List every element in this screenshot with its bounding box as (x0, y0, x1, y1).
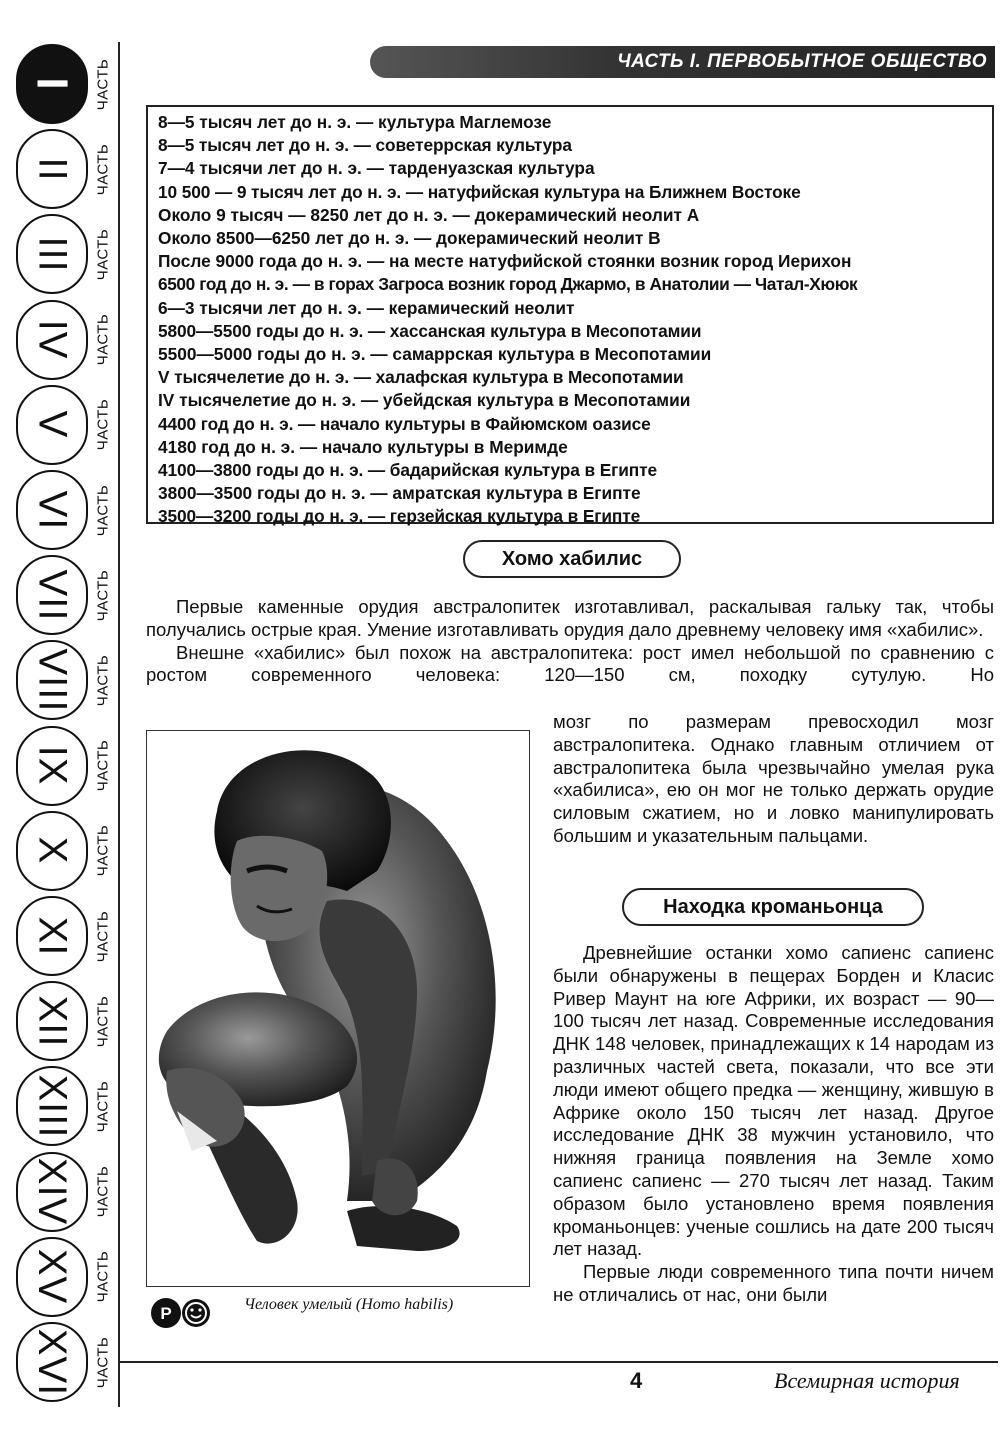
timeline-entry: 10 500 — 9 тысяч лет до н. э. — натуфийская культура на Ближнем Востоке (158, 181, 801, 202)
part-index-sidebar (10, 42, 118, 1407)
part-tab-number: XV (30, 1249, 75, 1305)
part-tab-i (10, 42, 116, 126)
section2-text (553, 942, 994, 1307)
homo-habilis-drawing (147, 731, 530, 1287)
figure-caption: Человек умелый (Homo habilis) (244, 1296, 454, 1313)
part-tab-ix (10, 724, 116, 808)
timeline-entry: 7—4 тысячи лет до н. э. — тарденуазская культура (158, 158, 595, 179)
part-tab-label: ЧАСТЬ (94, 1251, 112, 1303)
timeline-entry: 4400 год до н. э. — начало культуры в Файюмском оазисе (158, 413, 651, 434)
timeline-entry: 5500—5000 годы до н. э. — самаррская культура в Месопотамии (158, 344, 712, 365)
timeline-entry: После 9000 года до н. э. — на месте натуфийской стоянки возник город Иерихон (158, 251, 852, 272)
timeline-entry: 3500—3200 годы до н. э. — герзейская культура в Египте (158, 506, 641, 527)
part-tab-label: ЧАСТЬ (94, 228, 112, 281)
part-tab-number: VIII (30, 648, 75, 713)
timeline-entry: 3800—3500 годы до н. э. — амратская культура в Египте (158, 483, 641, 504)
section-heading-cromagnon: Находка кроманьонца (622, 888, 924, 926)
section2-paragraph: Древнейшие останки хомо сапиенс сапиенс были обнаружены в пещерах Борден и Класис Ривер Маунт на юге Африки, их возраст — 90—100 тысяч лет назад. Современные исследования ДНК 148 человек, принадлежащих к 14 народам из различных частей света, показали, что все эти люди имеют общего предка — женщину, жившую в Африке около 150 тысяч лет назад. Другое исследование ДНК 38 мужчин установило, что нижняя граница появления на Земле хомо сапиенс сапиенс — 270 тысяч лет назад. Таким образом было установлено время появления кроманьонцев: ученые сошлись на дате 200 тысяч лет назад. (553, 942, 994, 1260)
part-tab-label: ЧАСТЬ (94, 995, 112, 1047)
part-tab-label: ЧАСТЬ (94, 313, 112, 366)
timeline-entry: 8—5 тысяч лет до н. э. — культура Маглемозе (158, 112, 552, 132)
footer-title: Всемирная история (774, 1368, 960, 1393)
sidebar-divider (118, 42, 120, 1407)
part-tab-number: VI (30, 490, 75, 530)
part-tab-label: ЧАСТЬ (94, 739, 112, 792)
timeline-entry: Около 9 тысяч — 8250 лет до н. э. — докерамический неолит А (158, 204, 700, 225)
section1-paragraph: Первые каменные орудия австралопитек изготавливал, раскалывая гальку так, чтобы получались острые края. Умение изготавливать орудия дало древнему человеку имя «хабилис». (146, 596, 994, 640)
footer-divider (118, 1361, 998, 1363)
part-tab-label: ЧАСТЬ (94, 143, 112, 195)
publisher-badge (150, 1296, 212, 1330)
homo-habilis-illustration (146, 730, 530, 1287)
part-tab-label: ЧАСТЬ (94, 1336, 112, 1388)
timeline-entry: 8—5 тысяч лет до н. э. — советеррская культура (158, 135, 572, 156)
badge-letter: Р (160, 1304, 172, 1323)
part-tab-ii (10, 127, 116, 211)
part-tab-number: XIV (30, 1157, 75, 1226)
timeline-box (146, 105, 994, 527)
part-tab-xvi (10, 1320, 116, 1404)
timeline-entry: Около 8500—6250 лет до н. э. — докерамический неолит В (158, 228, 661, 249)
section1-text-top (146, 596, 994, 687)
part-tab-number: I (27, 77, 77, 91)
part-tab-v (10, 383, 116, 467)
section-banner (370, 46, 995, 78)
part-tab-label: ЧАСТЬ (94, 1165, 112, 1218)
part-tab-label: ЧАСТЬ (94, 569, 112, 621)
section1-text-right (553, 711, 994, 848)
part-tab-iv (10, 298, 116, 382)
timeline-entry: 4180 год до н. э. — начало культуры в Меримде (158, 436, 568, 457)
part-tab-label: ЧАСТЬ (94, 1080, 112, 1133)
part-tab-x (10, 809, 116, 893)
part-tab-number: IX (30, 745, 75, 786)
part-tab-label: ЧАСТЬ (94, 910, 112, 962)
part-tab-label: ЧАСТЬ (94, 484, 112, 536)
part-tab-number: VII (30, 569, 75, 622)
part-tab-label: ЧАСТЬ (94, 58, 112, 110)
part-tab-viii (10, 638, 116, 722)
section2-paragraph: Первые люди современного типа почти ничем не отличались от нас, они были (553, 1261, 994, 1305)
section1-paragraph: Внешне «хабилис» был похож на австралопитека: рост имел небольшой по сравнению с ростом современного человека: 120—150 см, походку сутулую. Но (146, 641, 994, 686)
part-tab-vii (10, 553, 116, 637)
page-number: 4 (630, 1368, 643, 1393)
part-tab-xiii (10, 1064, 116, 1148)
part-tab-label: ЧАСТЬ (94, 399, 112, 451)
part-tab-number: XVI (30, 1328, 75, 1396)
part-tab-xiv (10, 1150, 116, 1234)
part-tab-number: IV (30, 319, 75, 360)
part-tab-number: XI (30, 916, 75, 956)
timeline-entry: 4100—3800 годы до н. э. — бадарийская культура в Египте (158, 460, 657, 481)
part-tab-label: ЧАСТЬ (94, 654, 112, 707)
part-tab-label: ЧАСТЬ (94, 825, 112, 877)
part-tab-xv (10, 1235, 116, 1319)
part-tab-number: XII (30, 995, 75, 1048)
part-tab-number: X (30, 836, 75, 865)
part-tab-xii (10, 979, 116, 1063)
part-tab-iii (10, 212, 116, 296)
part-tab-vi (10, 468, 116, 552)
timeline-entry: 6—3 тысячи лет до н. э. — керамический неолит (158, 297, 575, 318)
section1-paragraph: мозг по размерам превосходил мозг австралопитека. Однако главным отличием от австралопитека была чрезвычайно умелая рука «хабилиса», ею он мог не только держать орудие силовым сжатием, но и ловко манипулировать большим и указательным пальцами. (553, 711, 994, 846)
part-tab-number: V (30, 410, 75, 439)
part-tab-number: III (30, 236, 75, 273)
timeline-entry: V тысячелетие до н. э. — халафская культура в Месопотамии (158, 367, 684, 388)
timeline-entry: 6500 год до н. э. — в горах Загроса возник город Джармо, в Анатолии — Чатал-Хююк (158, 274, 858, 295)
part-tab-number: II (30, 157, 75, 182)
banner-title: ЧАСТЬ I. ПЕРВОБЫТНОЕ ОБЩЕСТВО (617, 51, 987, 72)
part-tab-number: XIII (30, 1074, 75, 1139)
part-tab-xi (10, 894, 116, 978)
timeline-entry: IV тысячелетие до н. э. — убейдская культура в Месопотамии (158, 390, 691, 411)
section-heading-homo-habilis: Хомо хабилис (463, 540, 681, 578)
timeline-entry: 5800—5500 годы до н. э. — хассанская культура в Месопотамии (158, 320, 702, 341)
